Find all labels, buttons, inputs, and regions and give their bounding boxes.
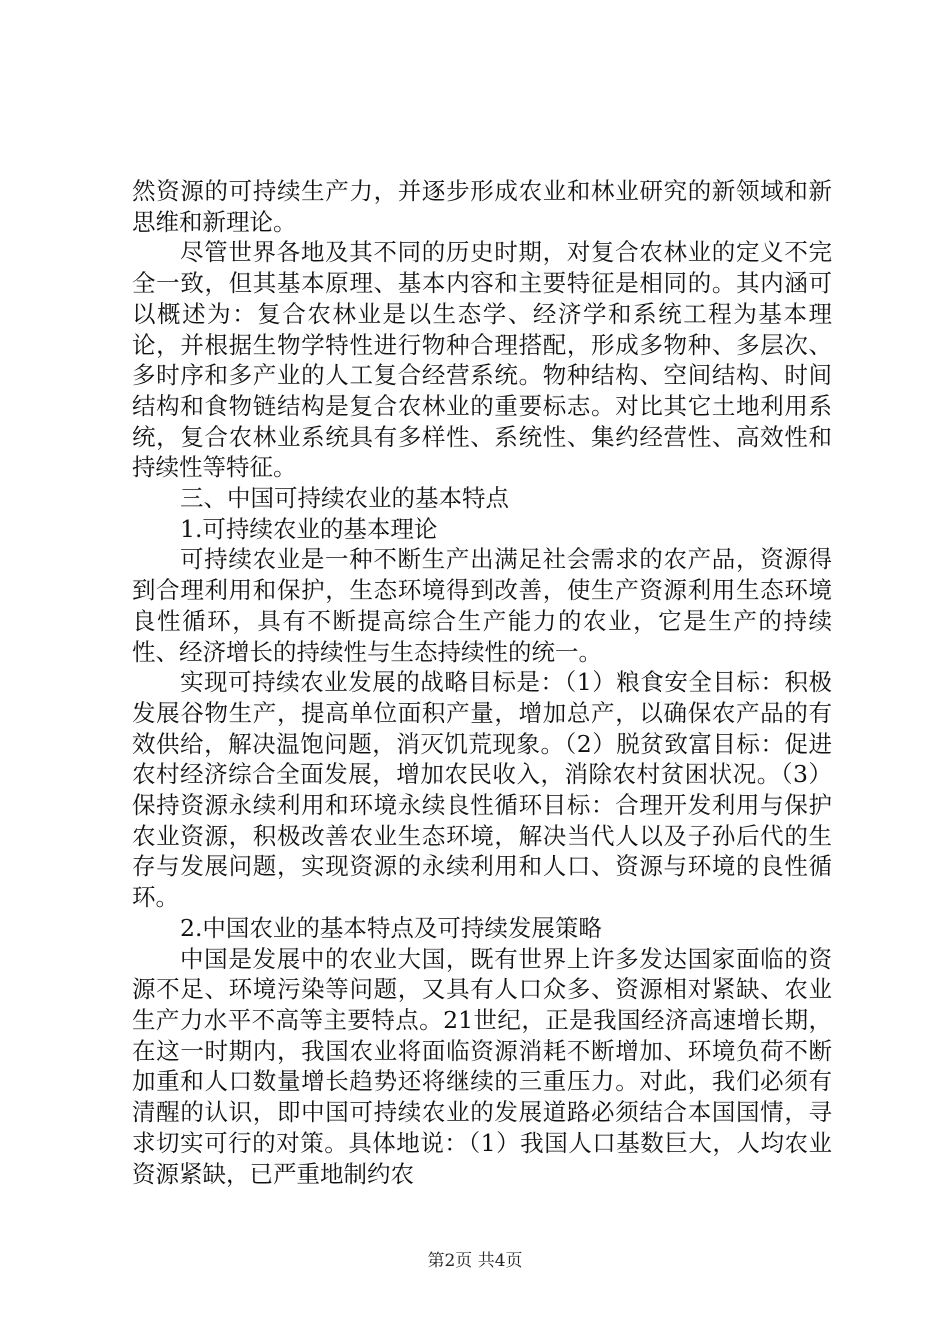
- subsection-heading-2: 2.中国农业的基本特点及可持续发展策略: [180, 913, 602, 942]
- subsection-heading-1: 1.可持续农业的基本理论: [180, 514, 438, 543]
- paragraph-8: 中国是发展中的农业大国，既有世界上许多发达国家面临的资源不足、环境污染等问题，又具有人口众多、资源相对紧缺、农业生产力水平不高等主要特点。21世纪，正是我国经济高速增长期，在这一时期内，我国农业将面临资源消耗不断增加、环境负荷不断加重和人口数量增长趋势还将继续的三重压力。对此，我们必须有清醒的认识，即中国可持续农业的发展道路必须结合本国国情，寻求切实可行的对策。具体地说：（1）我国人口基数巨大，人均农业资源紧缺，已严重地制约农: [132, 944, 832, 1188]
- body-text: [132, 176, 832, 1189]
- paragraph-1: 然资源的可持续生产力，并逐步形成农业和林业研究的新领域和新思维和新理论。: [132, 177, 832, 236]
- paragraph-6: 实现可持续农业发展的战略目标是：（1）粮食安全目标：积极发展谷物生产，提高单位面积产量，增加总产，以确保农产品的有效供给，解决温饱问题，消灭饥荒现象。（2）脱贫致富目标：促进农村经济综合全面发展，增加农民收入，消除农村贫困状况。（3）保持资源永续利用和环境永续良性循环目标：合理开发利用与保护农业资源，积极改善农业生态环境，解决当代人以及子孙后代的生存与发展问题，实现资源的永续利用和人口、资源与环境的良性循环。: [132, 668, 832, 912]
- paragraph-2: 尽管世界各地及其不同的历史时期，对复合农林业的定义不完全一致，但其基本原理、基本内容和主要特征是相同的。其内涵可以概述为：复合农林业是以生态学、经济学和系统工程为基本理论，并根据生物学特性进行物种合理搭配，形成多物种、多层次、多时序和多产业的人工复合经营系统。物种结构、空间结构、时间结构和食物链结构是复合农林业的重要标志。对比其它土地利用系统，复合农林业系统具有多样性、系统性、集约经营性、高效性和持续性等特征。: [132, 238, 832, 482]
- page-footer: 第2页 共4页: [427, 1251, 523, 1271]
- paragraph-5: 可持续农业是一种不断生产出满足社会需求的农产品，资源得到合理利用和保护，生态环境得到改善，使生产资源利用生态环境良性循环，具有不断提高综合生产能力的农业，它是生产的持续性、经济增长的持续性与生态持续性的统一。: [132, 545, 832, 666]
- section-heading-3: 三、中国可持续农业的基本特点: [180, 484, 509, 513]
